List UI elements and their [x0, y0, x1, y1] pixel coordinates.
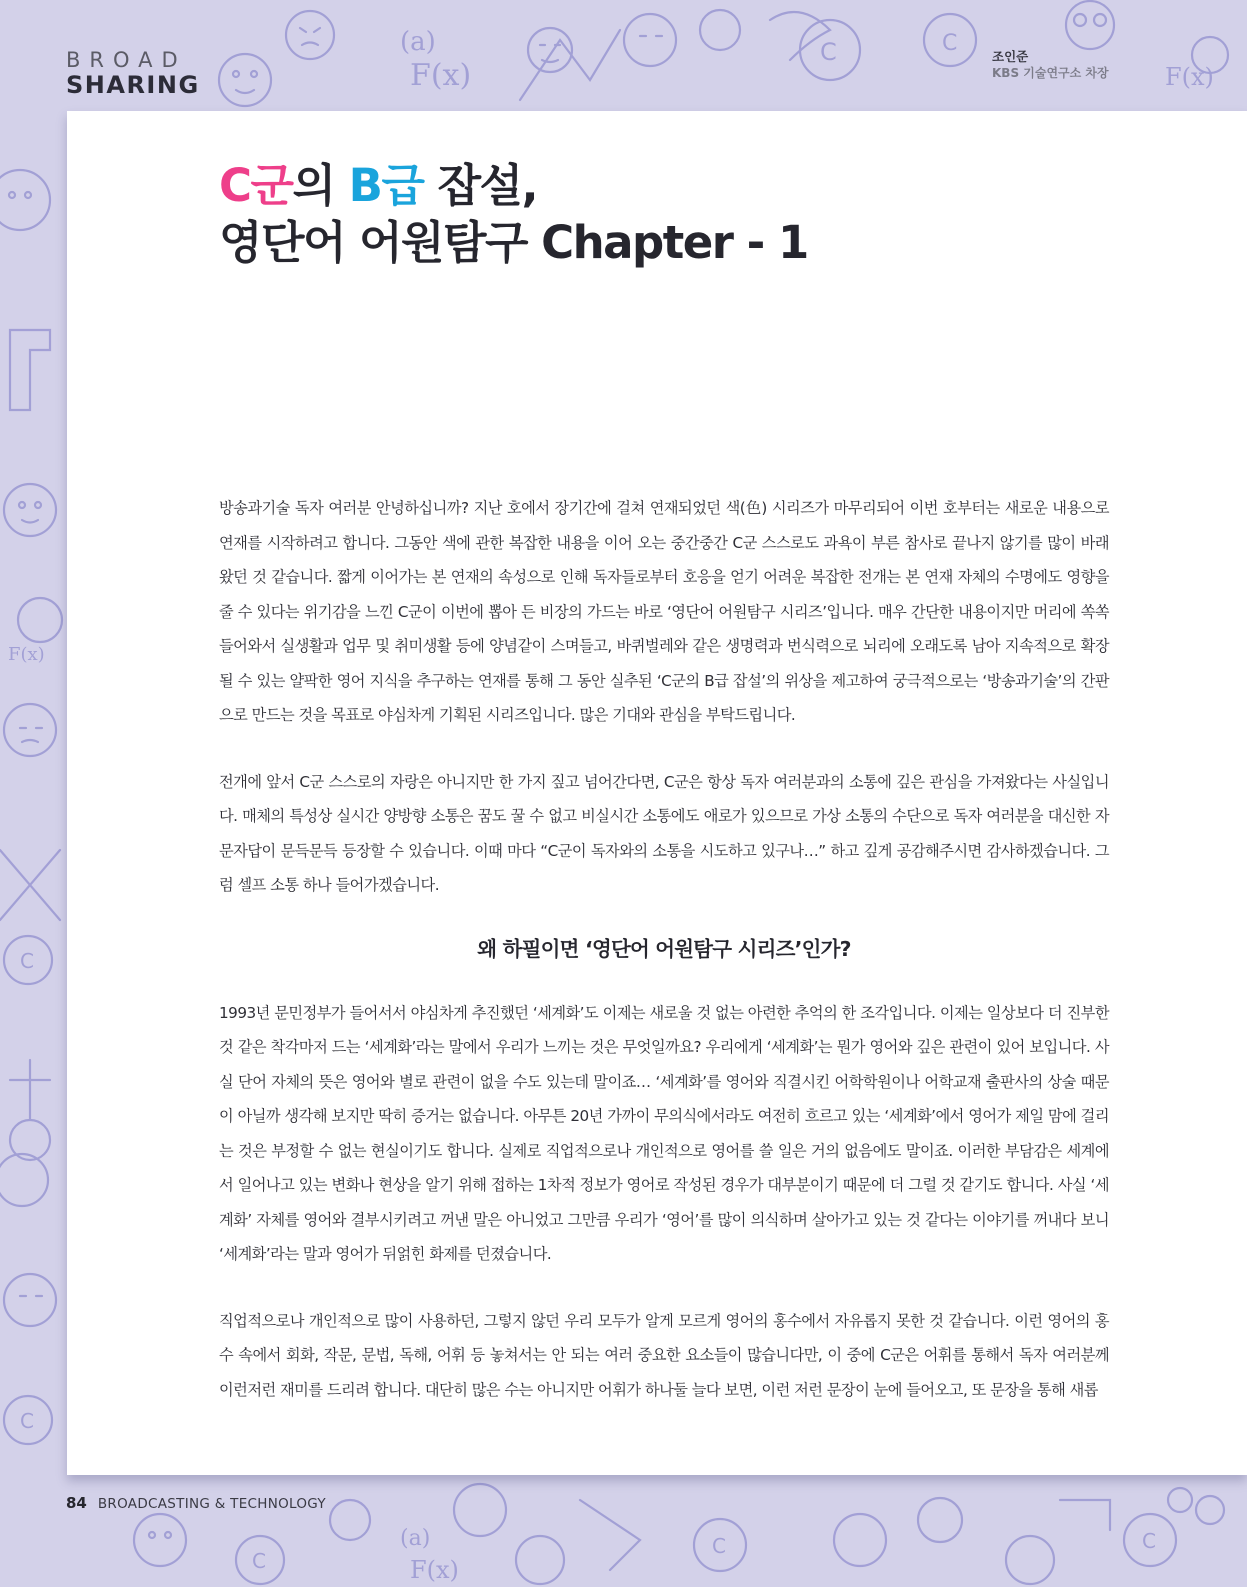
title-c-gun: C군: [219, 159, 293, 212]
svg-text:C: C: [1142, 1529, 1156, 1553]
author-byline: [992, 48, 1109, 82]
svg-text:C: C: [712, 1534, 726, 1558]
paragraph-4: 직업적으로나 개인적으로 많이 사용하던, 그렇지 않던 우리 모두가 알게 모르게 영어의 홍수에서 자유롭지 못한 것 같습니다. 이런 영어의 홍수 속에서 회화, 작문, 문법, 독해, 어휘 등 놓쳐서는 안 되는 여러 중요한 요소들이 많습니다만, 이 중에 C군은 어휘를 통해서 독자 여러분께 이런저런 재미를 드리려 합니다. 대단히 많은 수는 아니지만 어휘가 하나둘 늘다 보면, 이런 저런 문장이 눈에 들어오고, 또 문장을 통해 새롭: [219, 1311, 1109, 1399]
svg-text:(a): (a): [400, 1526, 431, 1551]
article-body: [219, 491, 1109, 1407]
svg-text:F(x): F(x): [410, 1556, 459, 1584]
title-b-grade: B급: [348, 159, 424, 212]
svg-text:C: C: [20, 949, 34, 973]
svg-text:(a): (a): [400, 27, 436, 57]
article-page: [67, 111, 1247, 1475]
svg-text:C: C: [20, 1409, 34, 1433]
magazine-name: BROADCASTING & TECHNOLOGY: [97, 1496, 326, 1512]
svg-text:C: C: [252, 1549, 266, 1573]
page-footer: [66, 1494, 326, 1512]
section-heading: 왜 하필이면 ‘영단어 어원탐구 시리즈’인가?: [477, 936, 851, 961]
brand-logo-top: BROAD: [66, 48, 187, 72]
paragraph-2: 전개에 앞서 C군 스스로의 자랑은 아니지만 한 가지 짚고 넘어간다면, C군은 항상 독자 여러분과의 소통에 깊은 관심을 가져왔다는 사실입니다. 매체의 특성상 실시간 양방향 소통은 꿈도 꿀 수 없고 비실시간 소통에도 애로가 있으므로 가상 소통의 수단으로 독자 여러분을 대신한 자문자답이 문득문득 등장할 수 있습니다. 이때 마다 “C군이 독자와의 소통을 시도하고 있구나…” 하고 깊게 공감해주시면 감사하겠습니다. 그럼 셀프 소통 하나 들어가겠습니다.: [219, 772, 1109, 894]
title-line-2: 영단어 어원탐구 Chapter - 1: [219, 216, 808, 269]
author-name: 조인준: [992, 49, 1029, 64]
article-title: [219, 157, 808, 271]
author-title: KBS 기술연구소 차장: [992, 66, 1109, 80]
svg-text:F(x): F(x): [410, 58, 472, 93]
title-japseol: 잡설,: [423, 159, 538, 212]
title-particle: 의: [292, 159, 349, 212]
paragraph-3: 1993년 문민정부가 들어서서 야심차게 추진했던 ‘세계화’도 이제는 새로울 것 없는 아련한 추억의 한 조각입니다. 이제는 일상보다 더 진부한 것 같은 착각마저 드는 ‘세계화’라는 말에서 우리가 느끼는 것은 무엇일까요? 우리에게 ‘세계화’는 뭔가 영어와 깊은 관련이 있어 보입니다. 사실 단어 자체의 뜻은 영어와 별로 관련이 없을 수도 있는데 말이죠… ‘세계화’를 영어와 직결시킨 어학학원이나 어학교재 출판사의 상술 때문이 아닐까 생각해 보지만 딱히 증거는 없습니다. 아무튼 20년 가까이 무의식에서라도 여전히 흐르고 있는 ‘세계화’에서 영어가 제일 맘에 걸리는 것은 부정할 수 없는 현실이기도 합니다. 실제로 직업적으로나 개인적으로 영어를 쓸 일은 거의 없음에도 말이죠. 이러한 부담감은 세계에서 일어나고 있는 변화나 현상을 알기 위해 접하는 1차적 정보가 영어로 작성된 경우가 대부분이기 때문에 더 그럴 것 같기도 합니다. 사실 ‘세계화’ 자체를 영어와 결부시키려고 꺼낸 말은 아니었고 그만큼 우리가 ‘영어’를 많이 의식하며 살아가고 있는 것 같다는 이야기를 꺼내다 보니 ‘세계화’라는 말과 영어가 뒤얽힌 화제를 던졌습니다.: [219, 1003, 1109, 1263]
brand-logo: [66, 48, 200, 98]
svg-text:C: C: [942, 31, 958, 56]
paragraph-1: 방송과기술 독자 여러분 안녕하십니까? 지난 호에서 장기간에 걸쳐 연재되었던 색(色) 시리즈가 마무리되어 이번 호부터는 새로운 내용으로 연재를 시작하려고 합니다. 그동안 색에 관한 복잡한 내용을 이어 오는 중간중간 C군 스스로도 과욕이 부른 참사로 끝나지 않기를 많이 바래 왔던 것 같습니다. 짧게 이어가는 본 연재의 속성으로 인해 독자들로부터 호응을 얻기 어려운 복잡한 전개는 본 연재 자체의 수명에도 영향을 줄 수 있다는 위기감을 느낀 C군이 이번에 뽑아 든 비장의 가드는 바로 ‘영단어 어원탐구 시리즈’입니다. 매우 간단한 내용이지만 머리에 쏙쏙 들어와서 실생활과 업무 및 취미생활 등에 양념같이 스며들고, 바퀴벌레와 같은 생명력과 번식력으로 뇌리에 오래도록 남아 지속적으로 확장될 수 있는 얄팍한 영어 지식을 추구하는 연재를 통해 그 동안 실추된 ‘C군의 B급 잡설’의 위상을 제고하여 궁극적으로는 ‘방송과기술’의 간판으로 만드는 것을 목표로 야심차게 기획된 시리즈입니다. 많은 기대와 관심을 부탁드립니다.: [219, 499, 1109, 724]
page-number: 84: [66, 1494, 87, 1512]
svg-text:C: C: [820, 38, 837, 66]
svg-text:F(x): F(x): [1165, 63, 1214, 91]
brand-logo-bottom: SHARING: [66, 71, 200, 99]
svg-text:F(x): F(x): [8, 644, 45, 665]
